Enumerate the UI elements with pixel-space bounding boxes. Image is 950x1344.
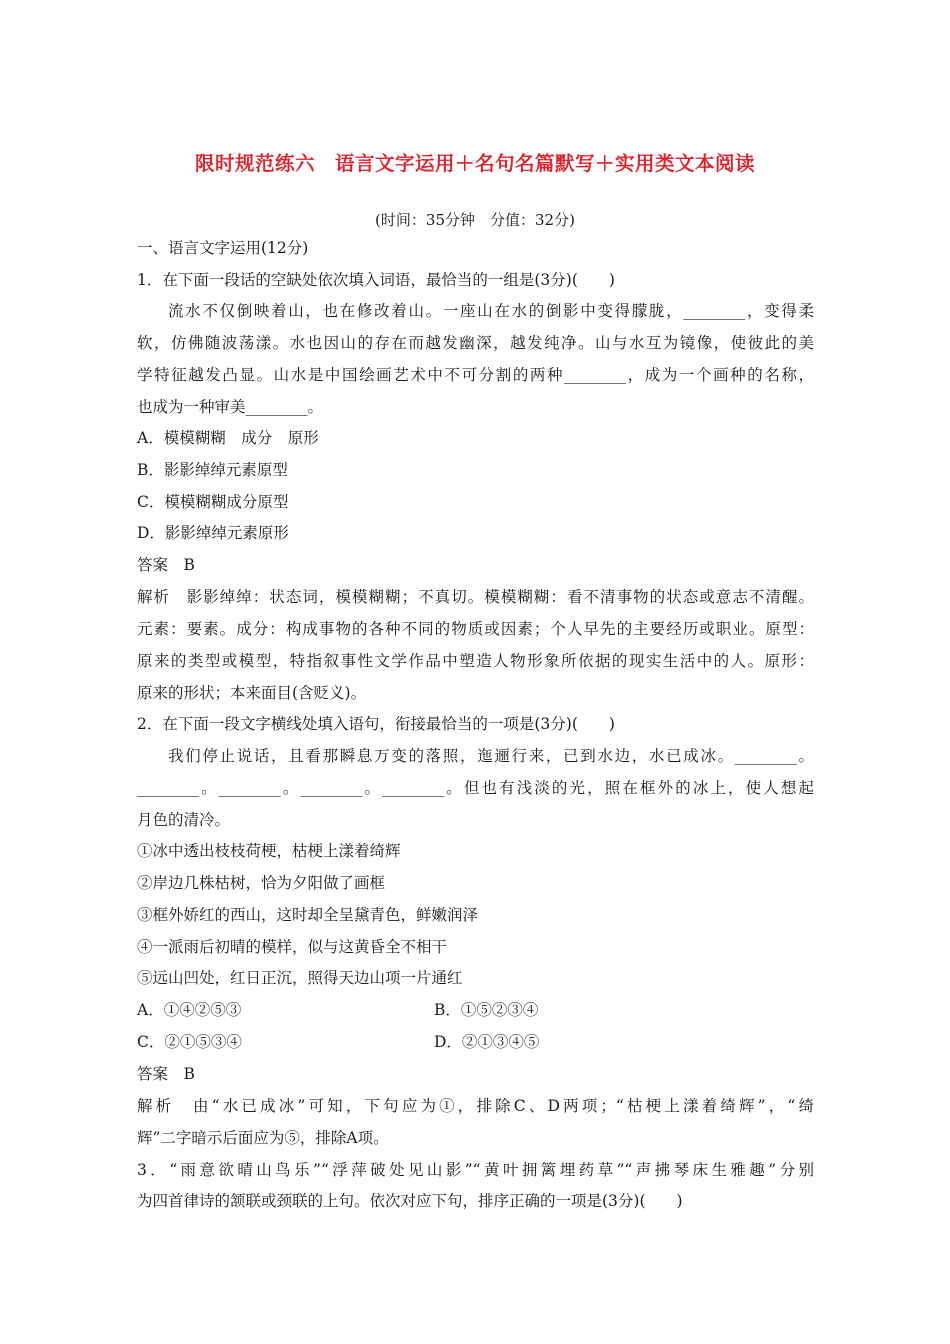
q1-analysis-line: 原来的类型或模型，特指叙事性文学作品中塑造人物形象所依据的现实生活中的人。原形： [137, 652, 814, 670]
question-3-stem-line: 3．“雨意欲晴山鸟乐”“浮萍破处见山影”“黄叶拥篱埋药草”“声拂琴床生雅趣”分别 [137, 1161, 814, 1179]
q1-analysis-line: 原来的形状；本来面目(含贬义)。 [137, 684, 367, 702]
page-title: 限时规范练六 语言文字运用＋名句名篇默写＋实用类文本阅读 [194, 152, 755, 175]
q2-item: ④一派雨后初晴的模样，似与这黄昏全不相干 [137, 938, 448, 956]
q2-passage-line: 我们停止说话，且看那瞬息万变的落照，迤逦行来，已到水边，水已成冰。________。 [168, 747, 814, 765]
time-score-info: (时间：35分钟 分值：32分) [375, 211, 575, 229]
q1-answer: 答案 B [137, 556, 195, 574]
q1-passage-line: 学特征越发凸显。山水是中国绘画艺术中不可分割的两种________，成为一个画种的名称， [137, 366, 814, 384]
q1-option-a: A．模模糊糊 成分 原形 [137, 429, 319, 447]
q2-item: ③框外娇红的西山，这时却全呈黛青色，鲜嫩润泽 [137, 906, 479, 924]
q1-analysis-line: 元素：要素。成分：构成事物的各种不同的物质或因素；个人早先的主要经历或职业。原型： [137, 620, 814, 638]
q2-item: ①冰中透出枝枝荷梗，枯梗上漾着绮辉 [137, 842, 401, 860]
q2-analysis-line: 解析 由“水已成冰”可知，下句应为①，排除C、D两项；“枯梗上漾着绮辉”，“绮 [137, 1097, 814, 1115]
q2-option-a: A．①④②⑤③ [137, 1001, 242, 1019]
q2-answer: 答案 B [137, 1065, 195, 1083]
q2-passage-line: 月色的清冷。 [137, 811, 231, 829]
q1-option-b: B．影影绰绰元素原型 [137, 461, 288, 479]
q1-analysis-line: 解析 影影绰绰：状态词，模模糊糊；不真切。模模糊糊：看不清事物的状态或意志不清醒。 [137, 588, 814, 606]
q2-option-b: B．①⑤②③④ [434, 1001, 539, 1019]
question-2-stem: 2．在下面一段文字横线处填入语句，衔接最恰当的一项是(3分)( ) [137, 715, 615, 733]
q1-option-c: C．模模糊糊成分原型 [137, 493, 289, 511]
q2-analysis-line: 辉”二字暗示后面应为⑤，排除A项。 [137, 1129, 389, 1147]
q1-option-d: D．影影绰绰元素原形 [137, 524, 289, 542]
q2-option-c: C．②①⑤③④ [137, 1033, 242, 1051]
q2-passage-line: ________。________。________。________。但也有浅淡的光，照在框外的冰上，使人想起 [137, 779, 814, 797]
question-3-stem-line: 为四首律诗的颔联或颈联的上句。依次对应下句，排序正确的一项是(3分)( ) [137, 1192, 683, 1210]
q1-passage-line: 软，仿佛随波荡漾。水也因山的存在而越发幽深，越发纯净。山与水互为镜像，使彼此的美 [137, 334, 814, 352]
question-1-stem: 1．在下面一段话的空缺处依次填入词语，最恰当的一组是(3分)( ) [137, 271, 615, 289]
q1-passage-line: 流水不仅倒映着山，也在修改着山。一座山在水的倒影中变得朦胧，________，变得柔 [168, 302, 814, 320]
q2-item: ②岸边几株枯树，恰为夕阳做了画框 [137, 874, 386, 892]
section-heading: 一、语言文字运用(12分) [137, 239, 309, 257]
q1-passage-line: 也成为一种审美________。 [137, 398, 324, 416]
q2-item: ⑤远山凹处，红日正沉，照得天边山项一片通红 [137, 969, 463, 987]
q2-option-d: D．②①③④⑤ [434, 1033, 540, 1051]
